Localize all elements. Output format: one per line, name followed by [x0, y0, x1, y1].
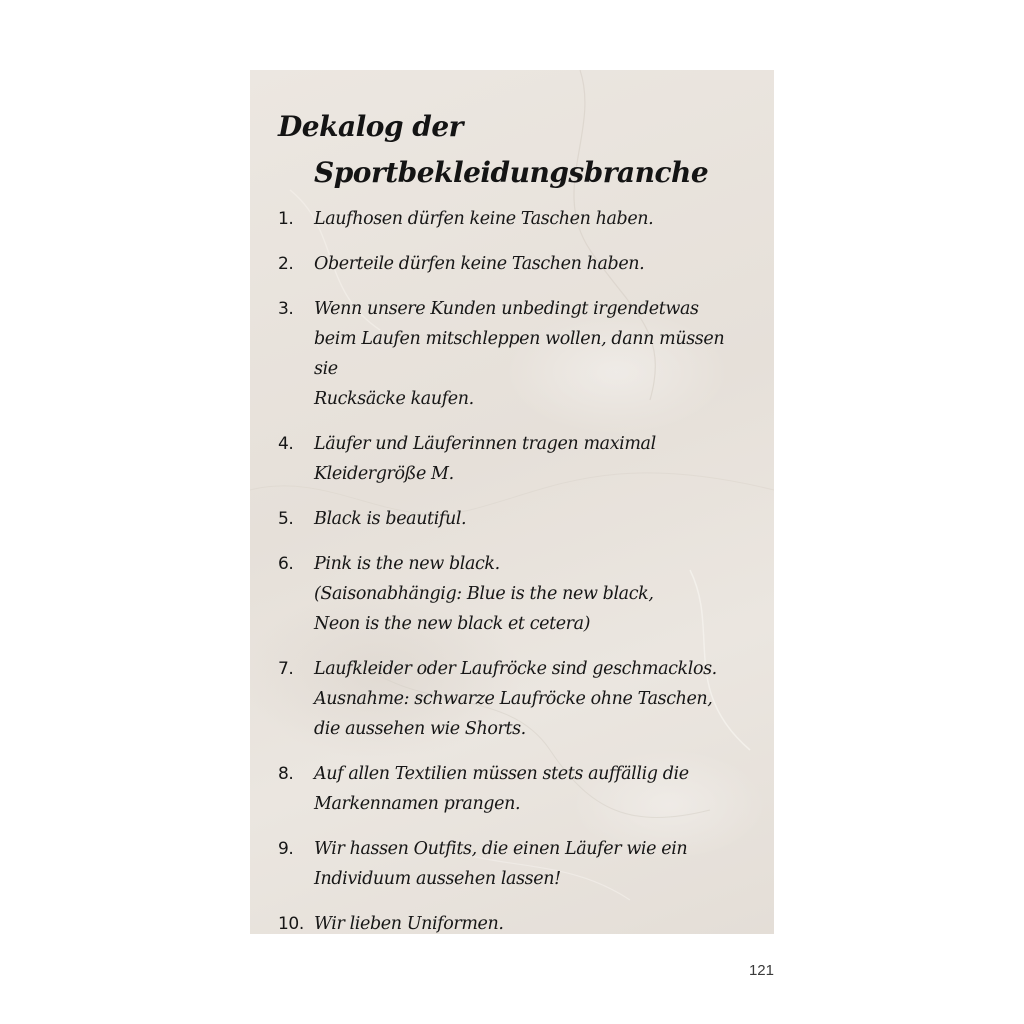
list-item	[278, 759, 748, 819]
marble-text-panel	[250, 70, 774, 934]
rule-number: 6.	[278, 554, 294, 574]
list-item	[278, 504, 748, 534]
list-item	[278, 249, 748, 279]
rule-text: Oberteile dürfen keine Taschen haben.	[314, 254, 645, 274]
rule-text: Wenn unsere Kunden unbedingt irgendetwas beim Laufen mitschleppen wollen, dann müssen sie Rucksäcke kaufen.	[314, 299, 725, 409]
rule-text: Wir lieben Uniformen.	[314, 914, 504, 934]
rule-number: 3.	[278, 299, 294, 319]
rule-text: Auf allen Textilien müssen stets auffällig die Markennamen prangen.	[314, 764, 689, 814]
rule-number: 2.	[278, 254, 294, 274]
page-title	[278, 104, 708, 196]
list-item	[278, 204, 748, 234]
rule-number: 8.	[278, 764, 294, 784]
rule-text: Laufkleider oder Laufröcke sind geschmacklos. Ausnahme: schwarze Laufröcke ohne Taschen, die aussehen wie Shorts.	[314, 659, 717, 739]
list-item	[278, 834, 748, 894]
rules-list	[278, 204, 748, 934]
list-item	[278, 549, 748, 639]
rule-text: Pink is the new black. (Saisonabhängig: Blue is the new black, Neon is the new black et cetera)	[314, 554, 654, 634]
rule-number: 7.	[278, 659, 294, 679]
rule-number: 9.	[278, 839, 294, 859]
rule-text: Laufhosen dürfen keine Taschen haben.	[314, 209, 654, 229]
rule-number: 10.	[278, 914, 304, 934]
rule-number: 4.	[278, 434, 294, 454]
rule-number: 1.	[278, 209, 294, 229]
list-item	[278, 654, 748, 744]
rule-text: Läufer und Läuferinnen tragen maximal Kleidergröße M.	[314, 434, 656, 484]
rule-text: Wir hassen Outfits, die einen Läufer wie ein Individuum aussehen lassen!	[314, 839, 688, 889]
list-item	[278, 909, 748, 934]
rule-number: 5.	[278, 509, 294, 529]
rule-text: Black is beautiful.	[314, 509, 467, 529]
list-item	[278, 294, 748, 414]
title-line-2: Sportbekleidungsbranche	[314, 156, 709, 189]
page-number: 121	[748, 962, 774, 979]
title-line-1: Dekalog der	[278, 110, 463, 143]
list-item	[278, 429, 748, 489]
